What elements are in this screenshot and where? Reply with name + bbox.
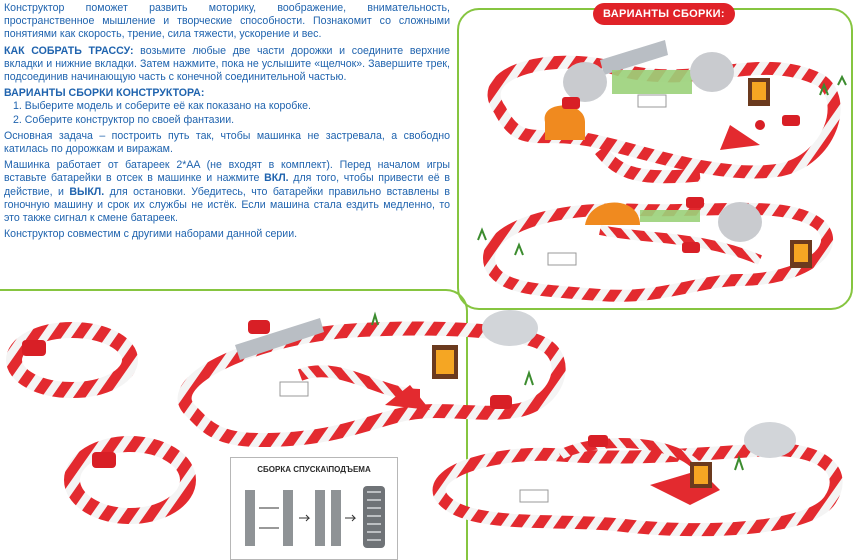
variant-4-track xyxy=(439,422,836,530)
assemble-heading: КАК СОБРАТЬ ТРАССУ: xyxy=(4,44,134,57)
ring-piece-bottom xyxy=(72,444,188,516)
arrow-right-icon xyxy=(299,515,309,521)
variant-item-2: 2. Соберите конструктор по своей фантазии. xyxy=(13,113,235,126)
battery-off-label: ВЫКЛ. xyxy=(69,185,105,198)
battery-on-label: ВКЛ. xyxy=(264,172,289,185)
battery-text-1: Машинка работает от батареек 2*AA (не входят в комплект). Перед началом игры вставьте батарейки в отсек в машинке и нажмите xyxy=(4,159,450,185)
assembly-diagram xyxy=(230,457,398,560)
variant-1-track xyxy=(494,40,846,177)
compat-paragraph: Конструктор совместим с другими наборами данной серии. xyxy=(4,228,298,241)
assembly-title: СБОРКА СПУСКА\ПОДЪЕМА xyxy=(257,465,371,474)
battery-text-3: для остановки. Убедитесь, что батарейки правильно вставлены в гоночную машину и срок их службы не истёк. Если машина стала ездить медленно, то это также сигнал к смене батареек. xyxy=(4,185,450,225)
assemble-text: возьмите любые две части дорожки и соедините верхние вкладки и нижние вкладки. Затем нажмите, пока не услышите «щелчок». Завершите трек, подсоединив начинающую часть с конечной соединительной частью. xyxy=(4,44,450,84)
assembly-illustration xyxy=(231,458,399,560)
variant-item-1: 1. Выберите модель и соберите её как показано на коробке. xyxy=(13,100,311,113)
battery-text-2: для того, чтобы привести её в действие, и xyxy=(4,172,450,198)
variants-heading: ВАРИАНТЫ СБОРКИ КОНСТРУКТОРА: xyxy=(4,87,205,100)
variant-3-track xyxy=(185,310,559,440)
arrow-right-icon xyxy=(345,515,355,521)
ring-piece-top xyxy=(14,330,130,390)
variants-badge: ВАРИАНТЫ СБОРКИ: xyxy=(593,3,735,25)
main-task-paragraph: Основная задача – построить путь так, чтобы машинка не застревала, а свободно катилась по дорожкам и виражам. xyxy=(4,129,450,156)
variant-2-track xyxy=(478,197,827,296)
intro-paragraph: Конструктор поможет развить моторику, воображение, внимательность, пространственное мышление и творческие способности. Познакомит со сложными понятиями как скорость, трение, сила тяжести, ускорение и вес. xyxy=(4,2,450,41)
